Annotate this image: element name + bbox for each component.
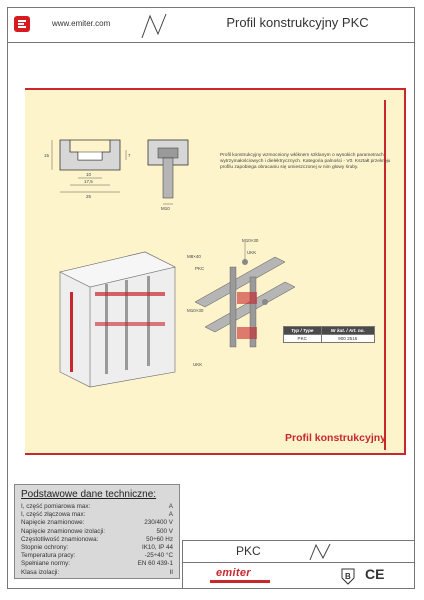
page-title: Profil konstrukcyjny PKC — [226, 15, 369, 30]
m8x40-label: M8×40 — [187, 254, 201, 259]
footer-divider-left — [182, 540, 183, 589]
spec-value: 50÷60 Hz — [146, 535, 173, 543]
profile-cross-section-drawing — [40, 130, 190, 215]
panel-border-bottom — [25, 453, 406, 455]
spec-label: Częstotliwość znamionowa: — [21, 535, 99, 543]
header-zigzag-icon — [140, 12, 170, 40]
footer-zigzag-icon — [308, 542, 334, 562]
spec-row — [21, 544, 173, 552]
spec-label: Napięcie znamionowe: — [21, 519, 85, 527]
spec-row — [21, 511, 173, 519]
dim-7-label: 7 — [128, 153, 131, 158]
spec-value: A — [168, 511, 173, 519]
dim-17-5-label: 17,5 — [84, 179, 93, 184]
table-header-art-no: Nr kat. / Art. no. — [321, 327, 374, 335]
cert-b-letter: B — [345, 572, 351, 581]
bolt-m10-label: M10 — [161, 206, 170, 211]
table-header-row — [284, 327, 375, 335]
dim-15-label: 15 — [44, 153, 50, 158]
header-divider — [8, 42, 414, 43]
spec-value: EN 60 439-1 — [137, 560, 173, 568]
panel-title: Profil konstrukcyjny — [285, 432, 386, 444]
ce-mark-icon: CE — [365, 566, 385, 582]
pkc-drawing-label: PKC — [195, 266, 205, 271]
spec-label: I, część pomiarowa max: — [21, 503, 91, 510]
ukk-bottom-label: UKK — [193, 362, 203, 367]
footer-divider-top — [182, 540, 414, 541]
spec-value: II — [169, 568, 173, 576]
panel-border-right — [404, 88, 406, 455]
spec-value: IK10, IP 44 — [141, 544, 173, 552]
table-cell-type: PKC — [284, 335, 322, 343]
spec-value: 230/400 V — [144, 519, 173, 527]
spec-row — [21, 536, 173, 544]
assembly-drawing — [55, 232, 390, 392]
footer-divider-mid — [182, 562, 414, 563]
spec-row — [21, 560, 173, 568]
spec-label: Napięcie znamionowe izolacji: — [21, 527, 105, 535]
product-table — [283, 326, 375, 343]
technical-data-box — [14, 484, 180, 579]
product-description: Profil konstrukcyjny wzmocniony włóknem szklanym o wysokich parametrach wytrzymałościowych i dielektrycznych. Kategoria palności - V0. Kształt przekroju profilu zapobiega obracaniu się umieszczonej w nim głowy śruby. — [220, 153, 391, 170]
technical-data-title: Podstawowe dane techniczne: — [21, 489, 157, 500]
b-certificate-icon — [340, 567, 356, 585]
dim-10-label: 10 — [86, 172, 92, 177]
spec-label: Temperatura pracy: — [21, 552, 76, 560]
brand-logo: emiter — [216, 567, 251, 579]
spec-label: I, część złączowa max: — [21, 511, 86, 519]
table-cell-art-no: 900 2515 — [321, 335, 374, 343]
table-header-type: Typ / Type — [284, 327, 322, 335]
product-code: PKC — [236, 544, 261, 558]
spec-row — [21, 552, 173, 560]
ukk-top-label: UKK — [247, 250, 257, 255]
panel-border-top — [25, 88, 406, 90]
m10x30-left-label: M10×30 — [187, 308, 204, 313]
spec-row — [21, 503, 173, 511]
website-url[interactable]: www.emiter.com — [52, 19, 111, 28]
brand-underline — [210, 580, 270, 583]
spec-value: -25÷40 °C — [144, 552, 173, 560]
spec-label: Klasa izolacji: — [21, 568, 60, 576]
spec-value: A — [168, 503, 173, 510]
spec-value: 500 V — [156, 527, 173, 535]
spec-row — [21, 528, 173, 536]
spec-label: Stopnie ochrony: — [21, 544, 69, 552]
spec-row — [21, 569, 173, 577]
m10x30-top-label: M10×30 — [242, 238, 259, 243]
spec-label: Spełniane normy: — [21, 560, 71, 568]
table-row — [284, 335, 375, 343]
spec-row — [21, 519, 173, 527]
dim-25-label: 25 — [86, 194, 92, 199]
emiter-logo-icon — [14, 16, 30, 32]
